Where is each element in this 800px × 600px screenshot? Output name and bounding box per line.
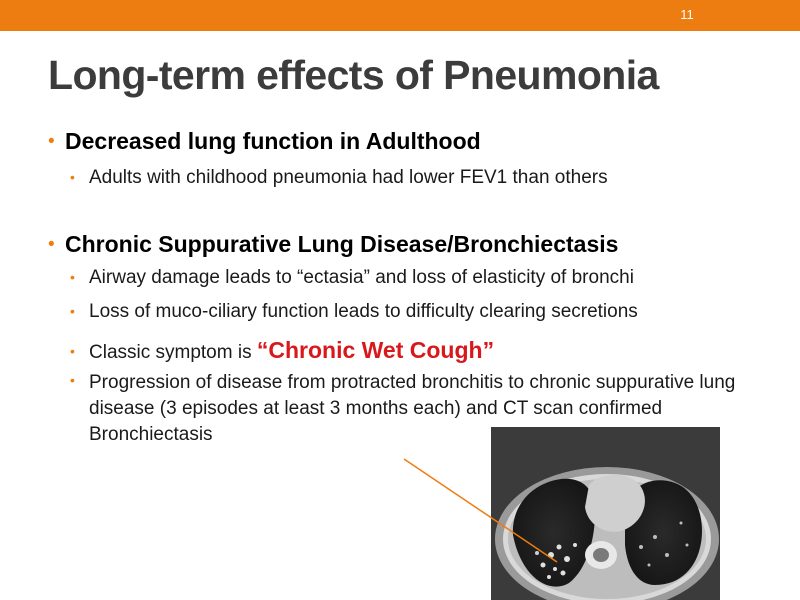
point-text: Adults with childhood pneumonia had lower FEV1 than others (89, 167, 608, 188)
bullet-icon: • (70, 343, 75, 359)
symptom-prefix: Classic symptom is (89, 342, 257, 363)
point-text (89, 337, 494, 364)
bullet-icon: • (70, 372, 75, 388)
bullet-icon: • (70, 169, 75, 185)
ct-scan-image (491, 427, 720, 600)
bullet-icon: • (70, 303, 75, 319)
page-number: 11 (680, 7, 694, 22)
heading-text: Chronic Suppurative Lung Disease/Bronchiectasis (65, 231, 619, 257)
point-text: Airway damage leads to “ectasia” and loss of elasticity of bronchi (89, 267, 634, 288)
point-text: Progression of disease from protracted bronchitis to chronic suppurative lung disease (3 episodes at least 3 months each) and CT scan confirmed Bronchiectasis (89, 372, 736, 445)
slide-title: Long-term effects of Pneumonia (48, 52, 659, 98)
bullet-icon: • (48, 234, 55, 255)
point-text: Loss of muco-ciliary function leads to difficulty clearing secretions (89, 301, 638, 322)
symptom-emphasis: “Chronic Wet Cough” (256, 337, 495, 363)
bullet-icon: • (70, 269, 75, 285)
heading-text: Decreased lung function in Adulthood (65, 128, 481, 154)
bullet-icon: • (48, 131, 55, 152)
